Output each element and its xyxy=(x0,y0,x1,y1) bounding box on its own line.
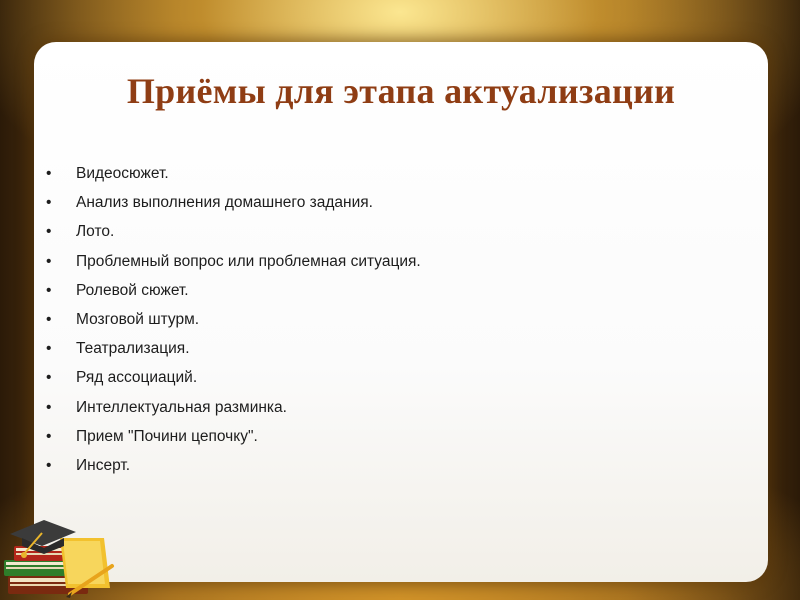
list-item: • Анализ выполнения домашнего задания. xyxy=(46,193,421,222)
books-graduation-cap-icon xyxy=(0,508,130,600)
slide-title: Приёмы для этапа актуализации xyxy=(126,71,676,111)
list-item: • Лото. xyxy=(46,222,421,251)
list-item: • Интеллектуальная разминка. xyxy=(46,398,421,427)
list-item: • Видеосюжет. xyxy=(46,164,421,193)
list-item: • Инсерт. xyxy=(46,456,421,485)
list-item: • Театрализация. xyxy=(46,339,421,368)
list-item: • Проблемный вопрос или проблемная ситуация. xyxy=(46,252,421,281)
list-item: • Ролевой сюжет. xyxy=(46,281,421,310)
list-item: • Мозговой штурм. xyxy=(46,310,421,339)
technique-list xyxy=(46,164,421,485)
list-item: • Ряд ассоциаций. xyxy=(46,368,421,397)
list-item: • Прием "Почини цепочку". xyxy=(46,427,421,456)
